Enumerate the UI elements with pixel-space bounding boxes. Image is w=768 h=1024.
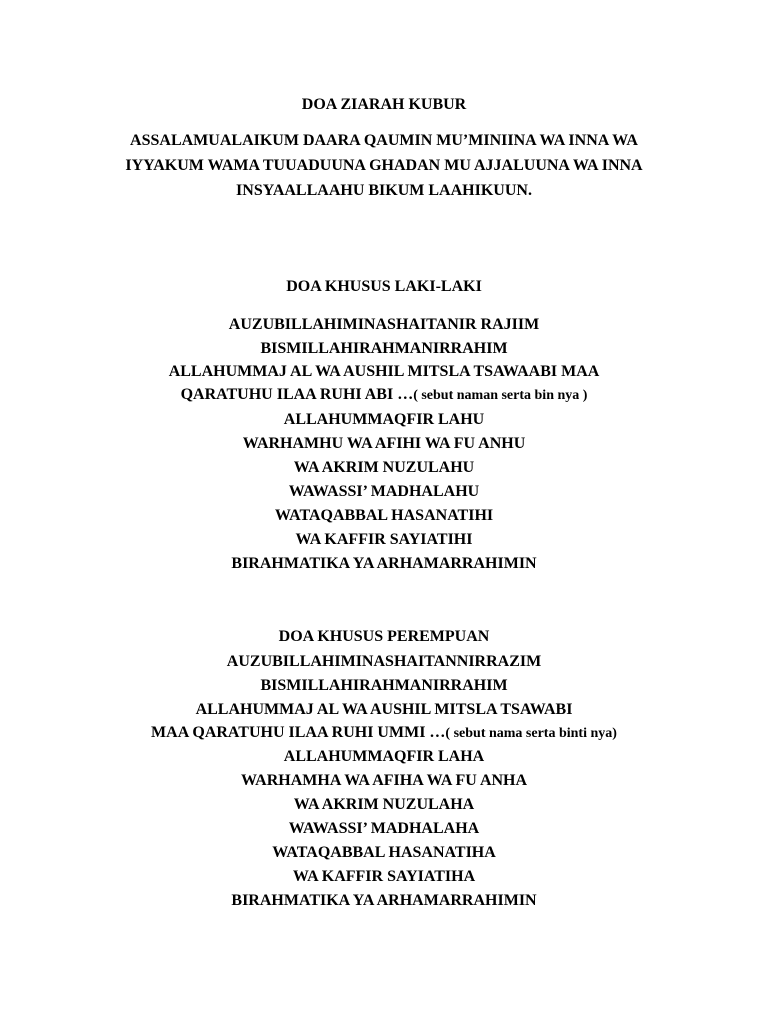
section2-line-6: WARHAMHU WA AFIHI WA FU ANHU xyxy=(242,435,526,452)
section3-line-10: WA KAFFIR SAYIATIHA xyxy=(292,868,476,885)
section2-title: DOA KHUSUS LAKI-LAKI xyxy=(286,278,482,295)
section2-line-4-note: ( sebut naman serta bin nya ) xyxy=(413,388,588,403)
section3-title: DOA KHUSUS PEREMPUAN xyxy=(278,628,490,645)
section2-line-3: ALLAHUMMAJ AL WA AUSHIL MITSLA TSAWAABI MAA xyxy=(168,363,600,380)
section1-line-3: INSYAALLAAHU BIKUM LAAHIKUUN. xyxy=(236,182,532,199)
section3-line-1: AUZUBILLAHIMINASHAITANNIRRAZIM xyxy=(226,653,542,670)
section2-line-11: BIRAHMATIKA YA ARHAMARRAHIMIN xyxy=(231,555,537,572)
section3-line-5: ALLAHUMMAQFIR LAHA xyxy=(283,748,485,765)
section3-line-2: BISMILLAHIRAHMANIRRAHIM xyxy=(260,677,508,694)
section3-line-3: ALLAHUMMAJ AL WA AUSHIL MITSLA TSAWABI xyxy=(195,701,573,718)
section3-line-9: WATAQABBAL HASANATIHA xyxy=(272,844,496,861)
section3-line-4-main: MAA QARATUHU ILAA RUHI UMMI … xyxy=(151,724,446,741)
section1-line-2: IYYAKUM WAMA TUUADUUNA GHADAN MU AJJALUUNA WA INNA xyxy=(125,157,643,174)
section2-line-4-main: QARATUHU ILAA RUHI ABI … xyxy=(180,386,414,403)
section3-line-8: WAWASSI’ MADHALAHA xyxy=(288,820,480,837)
section2-line-1: AUZUBILLAHIMINASHAITANIR RAJIIM xyxy=(228,316,540,333)
section3-line-4 xyxy=(0,723,768,744)
section3-line-7: WA AKRIM NUZULAHA xyxy=(293,796,475,813)
section2-line-4 xyxy=(0,385,768,406)
section2-line-2: BISMILLAHIRAHMANIRRAHIM xyxy=(260,340,508,357)
section3-line-11: BIRAHMATIKA YA ARHAMARRAHIMIN xyxy=(231,892,537,909)
section2-line-9: WATAQABBAL HASANATIHI xyxy=(274,507,494,524)
section2-line-5: ALLAHUMMAQFIR LAHU xyxy=(283,411,485,428)
section2-line-8: WAWASSI’ MADHALAHU xyxy=(288,483,480,500)
section2-line-10: WA KAFFIR SAYIATIHI xyxy=(295,531,473,548)
section3-line-4-note: ( sebut nama serta binti nya) xyxy=(445,726,617,741)
section1-line-1: ASSALAMUALAIKUM DAARA QAUMIN MU’MINIINA WA INNA WA xyxy=(130,132,638,149)
section1-title: DOA ZIARAH KUBUR xyxy=(301,96,467,113)
section3-line-6: WARHAMHA WA AFIHA WA FU ANHA xyxy=(240,772,528,789)
section2-line-7: WA AKRIM NUZULAHU xyxy=(293,459,475,476)
